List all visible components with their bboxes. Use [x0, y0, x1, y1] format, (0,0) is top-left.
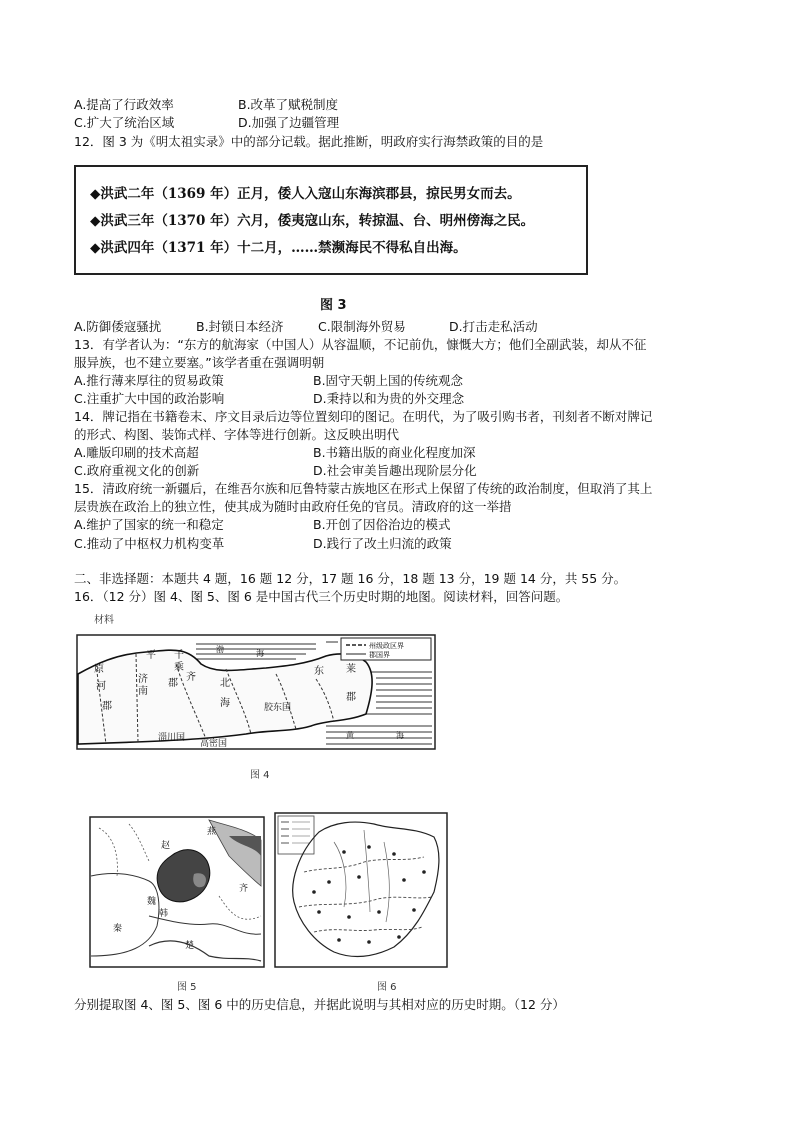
- fig4-label: 东: [314, 666, 324, 677]
- q11-option-d: D.加强了边疆管理: [238, 115, 340, 130]
- fig5-label: 魏: [147, 897, 157, 907]
- q12-option-b: B.封锁日本经济: [196, 319, 284, 334]
- fig4-label: 郡: [102, 701, 112, 712]
- figure-5-map: [89, 816, 265, 968]
- fig4-label: 高密国: [200, 739, 228, 749]
- fig4-label: 海: [396, 731, 404, 740]
- fig5-label: 秦: [113, 924, 123, 934]
- q11-option-c: C.扩大了统治区域: [74, 115, 175, 130]
- fig4-label: 南: [138, 686, 148, 697]
- fig4-label: 平: [146, 650, 156, 661]
- fig4-label: 原: [94, 664, 104, 675]
- q13-option-d: D.秉持以和为贵的外交理念: [313, 391, 465, 406]
- fig5-label: 齐: [239, 884, 249, 894]
- figure-5-caption: 图 5: [177, 982, 197, 993]
- fig5-label: 楚: [185, 941, 195, 951]
- fig4-label: 莱: [346, 664, 356, 675]
- fig4-label: 胶东国: [264, 703, 292, 713]
- q15-stem-line1: 15．清政府统一新疆后，在维吾尔族和厄鲁特蒙古族地区在形式上保留了传统的政治制度，但取消了其上: [74, 481, 653, 496]
- q14-stem-line2: 的形式、构图、装饰式样、字体等进行创新。这反映出明代: [74, 427, 400, 442]
- figure-6-caption: 图 6: [377, 982, 397, 993]
- q13-stem-line2: 服异族，也不建立要塞。”该学者重在强调明朝: [74, 355, 325, 370]
- fig4-label: 郡: [168, 678, 178, 689]
- q12-option-d: D.打击走私活动: [449, 319, 538, 334]
- fig4-label: 千: [174, 650, 184, 661]
- q15-option-d: D.践行了改土归流的政策: [313, 536, 452, 551]
- fig4-label: 海: [220, 698, 230, 709]
- q12-option-a: A.防御倭寇骚扰: [74, 319, 162, 334]
- q15-option-b: B.开创了因俗治边的模式: [313, 517, 451, 532]
- fig5-label: 燕: [207, 827, 217, 837]
- q13-option-c: C.注重扩大中国的政治影响: [74, 391, 225, 406]
- q12-quote-3: ◆洪武四年（1371 年）十二月，……禁濒海民不得私自出海。: [90, 240, 467, 256]
- figure-6-map: [274, 812, 448, 968]
- fig4-legend-item-1: 州级政区界: [369, 642, 404, 650]
- figure-4-map: [76, 634, 436, 750]
- q15-stem-line2: 层贵族在政治上的独立性，使其成为随时由政府任免的官员。清政府的这一举措: [74, 499, 512, 514]
- fig4-label: 齐: [186, 672, 196, 683]
- q14-option-d: D.社会审美旨趣出现阶层分化: [313, 463, 477, 478]
- fig4-label: 渤: [216, 645, 224, 654]
- q15-option-a: A.维护了国家的统一和稳定: [74, 517, 224, 532]
- fig4-label: 济: [138, 674, 148, 685]
- fig4-label: 河: [96, 681, 106, 692]
- q16-stem: 16．（12 分）图 4、图 5、图 6 是中国古代三个历史时期的地图。阅读材料，回答问题。: [74, 589, 569, 604]
- q14-option-c: C.政府重视文化的创新: [74, 463, 200, 478]
- q12-stem: 12．图 3 为《明太祖实录》中的部分记载。据此推断，明政府实行海禁政策的目的是: [74, 134, 544, 149]
- q14-stem-line1: 14．牌记指在书籍卷末、序文目录后边等位置刻印的图记。在明代，为了吸引购书者，刊刻者不断对牌记: [74, 409, 653, 424]
- q13-option-b: B.固守天朝上国的传统观念: [313, 373, 464, 388]
- q12-option-c: C.限制海外贸易: [318, 319, 406, 334]
- material-label: 材料: [94, 615, 114, 626]
- q15-option-c: C.推动了中枢权力机构变革: [74, 536, 225, 551]
- fig4-label: 淄川国: [158, 733, 186, 743]
- q14-option-a: A.雕版印刷的技术高超: [74, 445, 199, 460]
- q11-option-b: B.改革了赋税制度: [238, 97, 339, 112]
- q12-quote-box: [74, 165, 588, 275]
- section-2-heading: 二、非选择题：本题共 4 题，16 题 12 分，17 题 16 分，18 题 13 分，19 题 14 分，共 55 分。: [74, 571, 627, 586]
- fig5-label: 赵: [161, 841, 171, 851]
- q14-option-b: B.书籍出版的商业化程度加深: [313, 445, 476, 460]
- q11-option-a: A.提高了行政效率: [74, 97, 174, 112]
- figure-3-caption: 图 3: [320, 298, 347, 313]
- fig4-legend-item-2: 郡国界: [369, 651, 390, 659]
- fig4-label: 北: [220, 678, 230, 689]
- q12-quote-1: ◆洪武二年（1369 年）正月，倭人入寇山东海滨郡县，掠民男女而去。: [90, 186, 521, 202]
- fig5-label: 韩: [159, 909, 169, 919]
- fig4-label: 海: [256, 649, 264, 658]
- fig4-label: 乘: [174, 662, 184, 673]
- fig4-label: 郡: [346, 692, 356, 703]
- q16-question: 分别提取图 4、图 5、图 6 中的历史信息，并据此说明与其相对应的历史时期。（12 分）: [74, 997, 565, 1012]
- fig4-label: 黄: [346, 731, 354, 740]
- q13-option-a: A.推行薄来厚往的贸易政策: [74, 373, 224, 388]
- q12-quote-2: ◆洪武三年（1370 年）六月，倭夷寇山东，转掠温、台、明州傍海之民。: [90, 213, 535, 229]
- figure-4-caption: 图 4: [250, 770, 270, 781]
- q13-stem-line1: 13．有学者认为：“东方的航海家（中国人）从容温顺，不记前仇，慷慨大方；他们全副武装，却从不征: [74, 337, 647, 352]
